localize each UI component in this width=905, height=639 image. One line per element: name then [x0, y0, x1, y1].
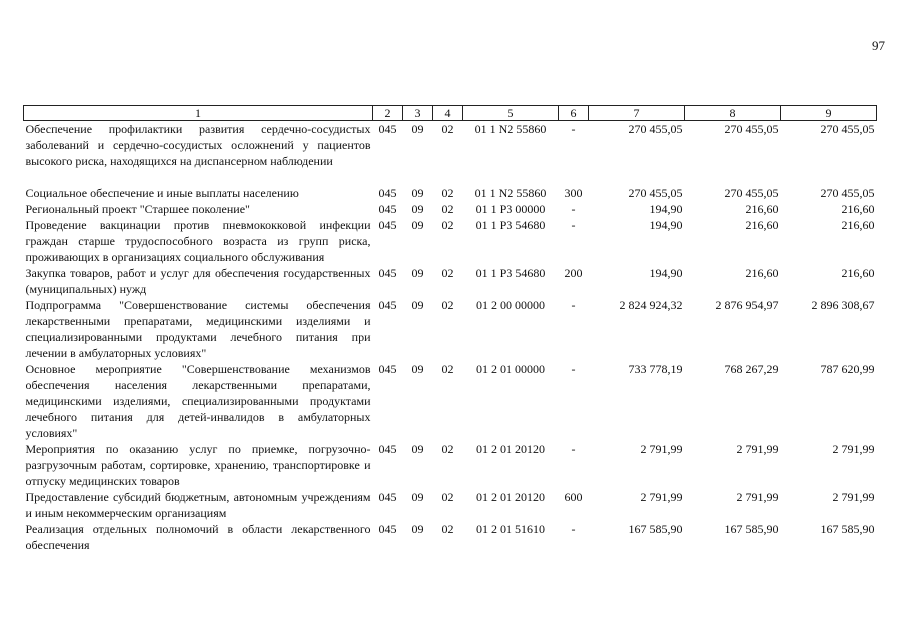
cell-amount-year1: 2 824 924,32	[619, 298, 683, 312]
row-description: Мероприятия по оказанию услуг по приемке, погрузочно-разгрузочным работам, сортировке, хранению, транспортировке и отпуску медицинских товаров	[25, 442, 371, 488]
cell-amount-year2: 216,60	[745, 202, 779, 216]
cell-subsection: 02	[441, 298, 454, 312]
cell-amount-year3: 787 620,99	[820, 362, 875, 376]
cell-subsection: 02	[441, 202, 454, 216]
cell-target-article: 01 1 P3 54680	[475, 266, 546, 280]
cell-section: 09	[411, 266, 424, 280]
column-header: 1	[24, 106, 373, 121]
table-row	[24, 297, 877, 361]
cell-section: 09	[411, 298, 424, 312]
table-row	[24, 521, 877, 553]
cell-subsection: 02	[441, 122, 454, 136]
cell-ministry-code: 045	[378, 202, 397, 216]
page-number: 97	[872, 38, 885, 53]
cell-amount-year1: 2 791,99	[640, 490, 683, 504]
column-header: 2	[373, 106, 403, 121]
column-header: 8	[685, 106, 781, 121]
row-description: Региональный проект "Старшее поколение"	[25, 202, 250, 216]
cell-amount-year2: 768 267,29	[724, 362, 779, 376]
table-row	[24, 201, 877, 217]
cell-target-article: 01 1 N2 55860	[474, 186, 547, 200]
cell-expense-type: 600	[564, 490, 583, 504]
cell-amount-year1: 2 791,99	[640, 442, 683, 456]
cell-amount-year2: 270 455,05	[724, 122, 779, 136]
cell-ministry-code: 045	[378, 218, 397, 232]
spacer-row	[24, 169, 877, 185]
cell-amount-year2: 2 791,99	[736, 442, 779, 456]
cell-amount-year1: 733 778,19	[628, 362, 683, 376]
cell-ministry-code: 045	[378, 490, 397, 504]
column-header: 5	[463, 106, 559, 121]
column-header: 6	[559, 106, 589, 121]
row-description: Обеспечение профилактики развития сердечно-сосудистых заболеваний и сердечно-сосудистых осложнений у пациентов высокого риска, находящихся на диспансерном наблюдении	[25, 122, 371, 168]
cell-amount-year3: 167 585,90	[820, 522, 875, 536]
cell-amount-year2: 2 791,99	[736, 490, 779, 504]
cell-amount-year2: 270 455,05	[724, 186, 779, 200]
cell-target-article: 01 1 N2 55860	[474, 122, 547, 136]
cell-section: 09	[411, 362, 424, 376]
cell-amount-year1: 194,90	[649, 202, 683, 216]
cell-section: 09	[411, 218, 424, 232]
cell-subsection: 02	[441, 362, 454, 376]
cell-ministry-code: 045	[378, 186, 397, 200]
cell-amount-year2: 216,60	[745, 266, 779, 280]
cell-expense-type: -	[571, 298, 576, 312]
column-header: 7	[589, 106, 685, 121]
budget-table	[23, 105, 877, 553]
cell-ministry-code: 045	[378, 362, 397, 376]
cell-amount-year3: 270 455,05	[820, 186, 875, 200]
cell-subsection: 02	[441, 442, 454, 456]
cell-target-article: 01 2 01 20120	[476, 442, 545, 456]
cell-amount-year3: 270 455,05	[820, 122, 875, 136]
table-row	[24, 185, 877, 201]
table-row	[24, 121, 877, 170]
cell-expense-type: -	[571, 202, 576, 216]
cell-subsection: 02	[441, 186, 454, 200]
cell-expense-type: 200	[564, 266, 583, 280]
table-row	[24, 361, 877, 441]
cell-amount-year3: 216,60	[841, 202, 875, 216]
cell-ministry-code: 045	[378, 266, 397, 280]
cell-ministry-code: 045	[378, 122, 397, 136]
cell-amount-year3: 216,60	[841, 218, 875, 232]
cell-ministry-code: 045	[378, 442, 397, 456]
table-row	[24, 217, 877, 265]
cell-expense-type: -	[571, 362, 576, 376]
cell-target-article: 01 1 P3 00000	[475, 202, 546, 216]
cell-section: 09	[411, 490, 424, 504]
row-description: Предоставление субсидий бюджетным, автономным учреждениям и иным некоммерческим организациям	[25, 490, 371, 520]
cell-amount-year3: 2 791,99	[832, 490, 875, 504]
table-row	[24, 441, 877, 489]
cell-expense-type: -	[571, 218, 576, 232]
cell-ministry-code: 045	[378, 298, 397, 312]
cell-expense-type: -	[571, 522, 576, 536]
cell-target-article: 01 2 00 00000	[476, 298, 545, 312]
cell-amount-year1: 270 455,05	[628, 122, 683, 136]
cell-amount-year1: 194,90	[649, 218, 683, 232]
cell-target-article: 01 2 01 00000	[476, 362, 545, 376]
cell-section: 09	[411, 202, 424, 216]
cell-expense-type: -	[571, 122, 576, 136]
cell-amount-year3: 216,60	[841, 266, 875, 280]
row-description: Основное мероприятие "Совершенствование механизмов обеспечения населения лекарственными препаратами, медицинскими изделиями, специализированными продуктами лечебного питания для детей-инвалидов в амбулаторных условиях"	[25, 362, 371, 440]
cell-section: 09	[411, 522, 424, 536]
cell-amount-year2: 216,60	[745, 218, 779, 232]
cell-target-article: 01 2 01 51610	[476, 522, 545, 536]
cell-amount-year3: 2 896 308,67	[811, 298, 875, 312]
cell-subsection: 02	[441, 266, 454, 280]
cell-section: 09	[411, 186, 424, 200]
cell-expense-type: -	[571, 442, 576, 456]
cell-expense-type: 300	[564, 186, 583, 200]
cell-subsection: 02	[441, 490, 454, 504]
row-description: Закупка товаров, работ и услуг для обеспечения государственных (муниципальных) нужд	[25, 266, 371, 296]
cell-ministry-code: 045	[378, 522, 397, 536]
table-row	[24, 489, 877, 521]
row-description: Подпрограмма "Совершенствование системы обеспечения лекарственными препаратами, медицинскими изделиями и специализированными продуктами лечебного питания при лечении в амбулаторных условиях"	[25, 298, 371, 360]
cell-subsection: 02	[441, 218, 454, 232]
cell-amount-year1: 270 455,05	[628, 186, 683, 200]
row-description: Реализация отдельных полномочий в области лекарственного обеспечения	[25, 522, 371, 552]
column-header: 9	[781, 106, 877, 121]
cell-amount-year3: 2 791,99	[832, 442, 875, 456]
row-description: Проведение вакцинации против пневмококковой инфекции граждан старше трудоспособного возраста из групп риска, проживающих в организациях социального обслуживания	[25, 218, 371, 264]
table-row	[24, 265, 877, 297]
cell-amount-year1: 167 585,90	[628, 522, 683, 536]
column-header: 4	[433, 106, 463, 121]
cell-section: 09	[411, 442, 424, 456]
cell-section: 09	[411, 122, 424, 136]
cell-target-article: 01 1 P3 54680	[475, 218, 546, 232]
cell-amount-year1: 194,90	[649, 266, 683, 280]
column-header: 3	[403, 106, 433, 121]
row-description: Социальное обеспечение и иные выплаты населению	[25, 186, 299, 200]
cell-amount-year2: 167 585,90	[724, 522, 779, 536]
table-header-row	[24, 106, 877, 121]
cell-target-article: 01 2 01 20120	[476, 490, 545, 504]
cell-amount-year2: 2 876 954,97	[715, 298, 779, 312]
cell-subsection: 02	[441, 522, 454, 536]
